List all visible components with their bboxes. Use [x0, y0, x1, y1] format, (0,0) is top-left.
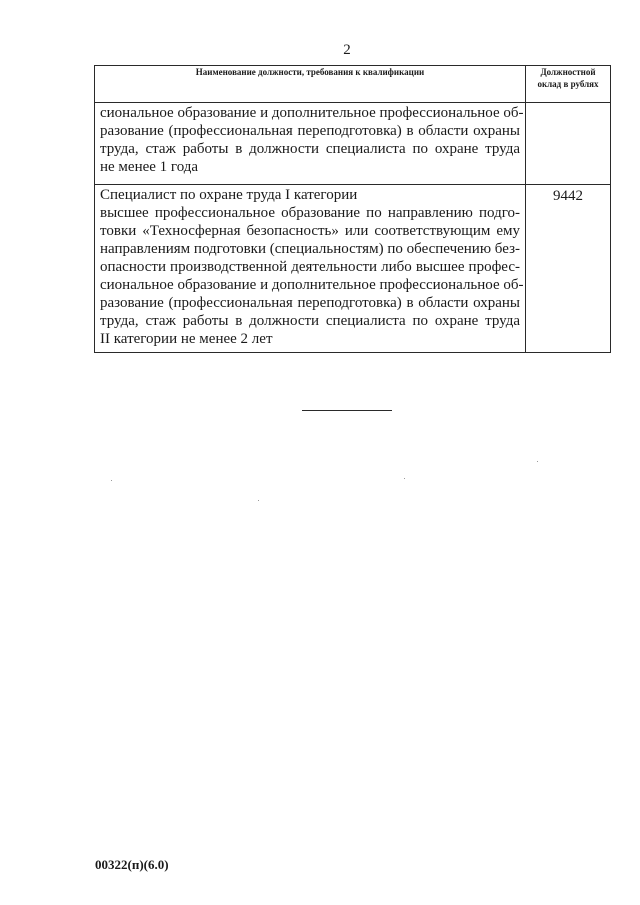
- salary-cell: [526, 103, 611, 185]
- table-row: [95, 185, 611, 353]
- position-title: Специалист по охране труда I категории: [100, 187, 358, 203]
- page-number: 2: [343, 42, 351, 58]
- requirements-line: сиональное образование и дополнительное профессиональное об-: [100, 277, 524, 293]
- scan-speck: [111, 480, 112, 481]
- column-header-salary: [526, 66, 611, 103]
- requirements-line: высшее профессиональное образование по направлению подго-: [100, 205, 520, 221]
- document-code: 00322(п)(6.0): [95, 857, 169, 872]
- requirements-line: направлениям подготовки (специальностям) по обеспечению без-: [100, 241, 520, 257]
- separator-line: [302, 410, 392, 411]
- requirements-line: труда, стаж работы в должности специалиста по охране труда: [100, 141, 520, 157]
- requirements-cell: [95, 185, 526, 353]
- column-header-position: Наименование должности, требования к квалификации: [95, 66, 526, 103]
- requirements-line: разование (профессиональная переподготовка) в области охраны: [100, 295, 520, 311]
- requirements-line: разование (профессиональная переподготовка) в области охраны: [100, 123, 520, 139]
- requirements-line: товки «Техносферная безопасность» или соответствующим ему: [100, 223, 520, 239]
- requirements-line: сиональное образование и дополнительное профессиональное об-: [100, 105, 524, 121]
- scan-speck: [258, 500, 259, 501]
- requirements-line: труда, стаж работы в должности специалиста по охране труда: [100, 313, 520, 329]
- column-header-salary-line2: оклад в рублях: [537, 79, 599, 89]
- salary-cell: 9442: [526, 185, 611, 353]
- requirements-line: II категории не менее 2 лет: [100, 331, 273, 347]
- requirements-line: не менее 1 года: [100, 159, 199, 175]
- table-header-row: [95, 66, 611, 103]
- qualification-table: [94, 65, 611, 353]
- requirements-cell: [95, 103, 526, 185]
- table-row: [95, 103, 611, 185]
- column-header-salary-line1: Должностной: [540, 67, 596, 77]
- requirements-line: опасности производственной деятельности либо высшее профес-: [100, 259, 520, 275]
- scan-speck: [537, 461, 538, 462]
- scan-speck: [404, 478, 405, 479]
